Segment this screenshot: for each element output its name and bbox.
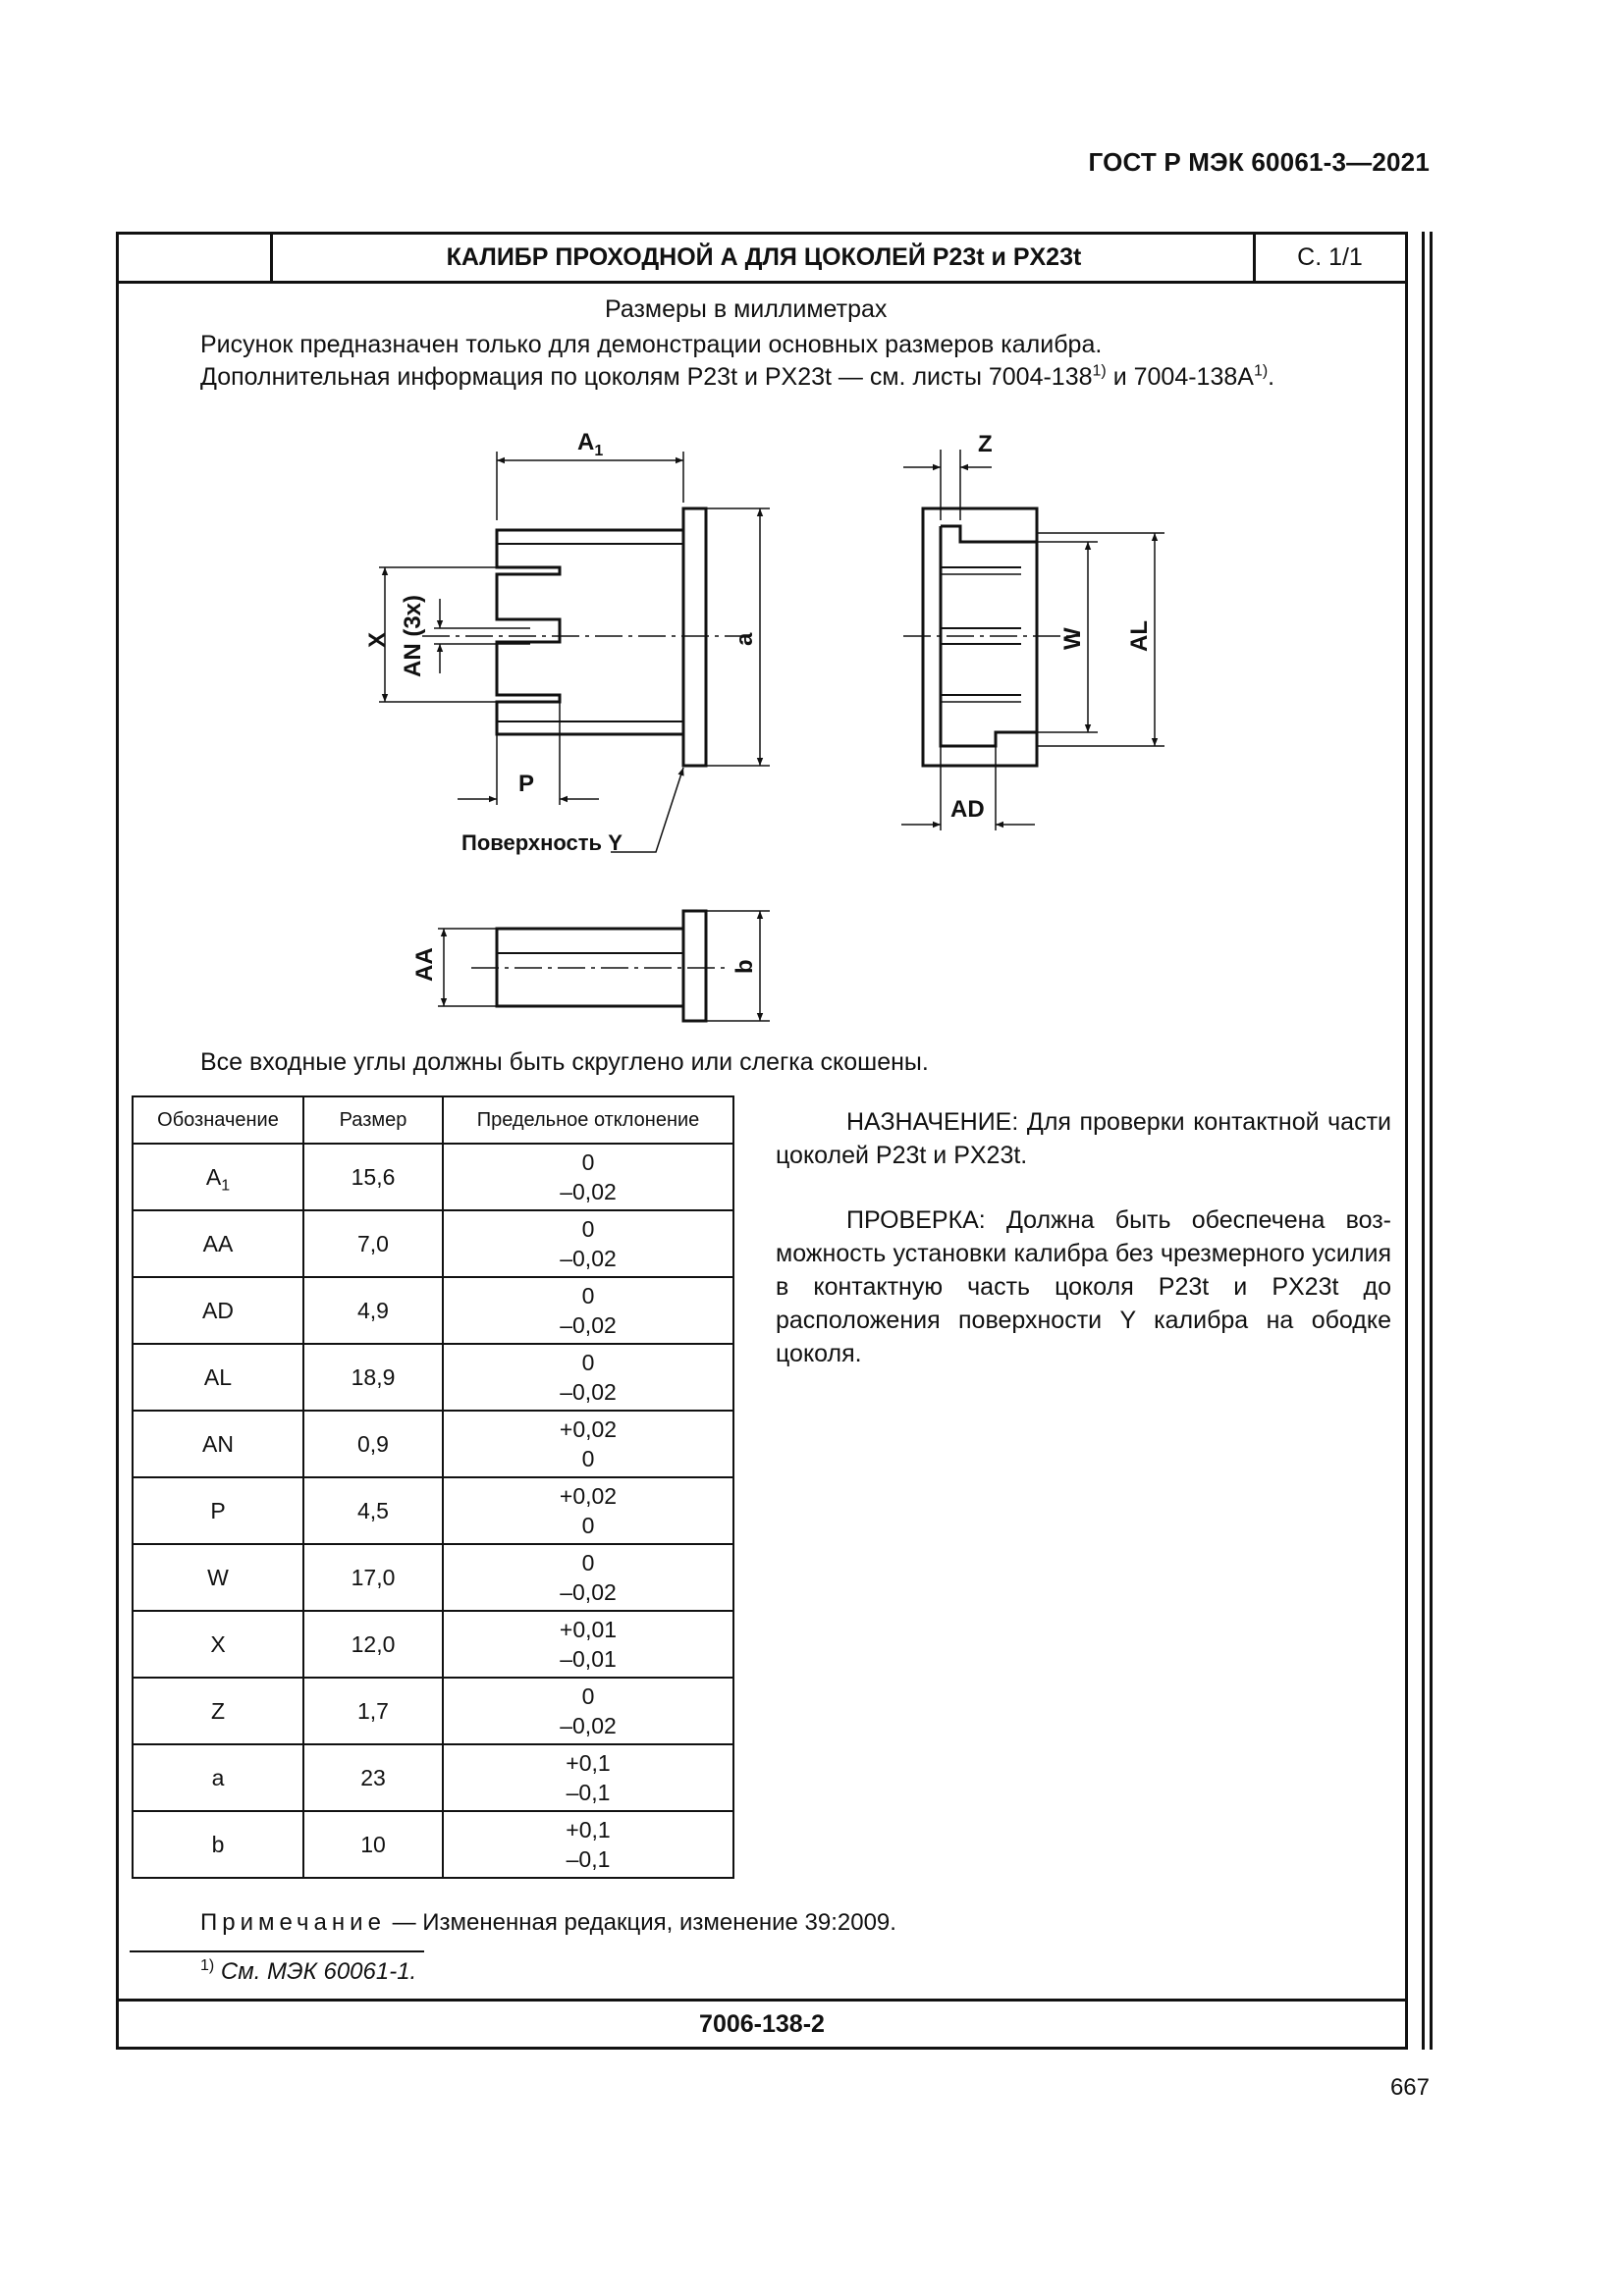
units-note: Размеры в миллиметрах	[605, 295, 888, 323]
table-row	[133, 1744, 733, 1811]
table-row	[133, 1411, 733, 1477]
footnote-rule	[130, 1950, 424, 1952]
gauge-body-outline	[497, 530, 683, 734]
table-row	[133, 1811, 733, 1878]
label-x: X	[364, 631, 391, 648]
label-al: AL	[1126, 620, 1153, 652]
sheet-number: С. 1/1	[1297, 242, 1363, 271]
cell-size: 7,0	[303, 1210, 443, 1277]
cell-designation: W	[133, 1544, 303, 1611]
cell-tolerance: 0 –0,02	[443, 1210, 733, 1277]
top-view-flange	[683, 911, 706, 1021]
standard-number: ГОСТ Р МЭК 60061-3—2021	[1088, 147, 1430, 177]
cell-size: 4,5	[303, 1477, 443, 1544]
table-row	[133, 1344, 733, 1411]
label-an: AN (3x)	[400, 594, 426, 677]
cell-designation: a	[133, 1744, 303, 1811]
dimensions-table	[132, 1095, 734, 1879]
table-row	[133, 1210, 733, 1277]
header-tolerance: Предельное отклонение	[443, 1096, 733, 1144]
change-note: Примечание — Измененная редакция, изменение 39:2009.	[200, 1909, 896, 1936]
cell-designation: b	[133, 1811, 303, 1878]
cell-designation: AA	[133, 1210, 303, 1277]
purpose-text: НАЗНАЧЕНИЕ: Для проверки контактной части цоколей P23t и PX23t.	[776, 1108, 1391, 1169]
cell-tolerance: 0 –0,02	[443, 1144, 733, 1210]
footnote: $^{1)}$ См. МЭК 60061-1.	[200, 1957, 417, 1985]
cell-tolerance: 0 –0,02	[443, 1544, 733, 1611]
label-b: b	[731, 959, 758, 974]
corner-note: Все входные углы должны быть скруглено или слегка скошены.	[200, 1048, 929, 1076]
cell-tolerance: +0,1 –0,1	[443, 1744, 733, 1811]
cell-designation: X	[133, 1611, 303, 1678]
label-ad: AD	[950, 796, 985, 823]
label-surface-y: Поверхность Y	[461, 830, 623, 855]
cell-tolerance: +0,01 –0,01	[443, 1611, 733, 1678]
check-text: ПРОВЕРКА: Должна быть обеспечена возможность установки калибра без чрезмерного усилия в контактную часть цоколя P23t и PX23t до расположения поверхности Y калибра на ободке цоколя.	[776, 1206, 1391, 1367]
table-row	[133, 1544, 733, 1611]
cell-size: 17,0	[303, 1544, 443, 1611]
cell-tolerance: +0,1 –0,1	[443, 1811, 733, 1878]
label-a1: $A_1$	[577, 429, 604, 459]
cell-tolerance: 0 –0,02	[443, 1344, 733, 1411]
cell-tolerance: +0,02 0	[443, 1477, 733, 1544]
table-row	[133, 1277, 733, 1344]
cell-designation: AL	[133, 1344, 303, 1411]
gauge-flange	[683, 508, 706, 766]
cell-size: 1,7	[303, 1678, 443, 1744]
cell-tolerance: 0 –0,02	[443, 1678, 733, 1744]
intro-line-2: Дополнительная информация по цоколям P23t и PX23t — см. листы 7004-138$^{1)}$ и $7004-138A^{1)}$.	[200, 362, 1275, 391]
gauge-title: КАЛИБР ПРОХОДНОЙ А ДЛЯ ЦОКОЛЕЙ P23t и PX23t	[446, 242, 1082, 271]
label-z: Z	[978, 431, 993, 457]
cell-tolerance: +0,02 0	[443, 1411, 733, 1477]
cell-size: 12,0	[303, 1611, 443, 1678]
table-row	[133, 1678, 733, 1744]
cell-designation: Z	[133, 1678, 303, 1744]
label-a: a	[731, 632, 758, 646]
cell-designation: AD	[133, 1277, 303, 1344]
cell-size: 18,9	[303, 1344, 443, 1411]
label-w: W	[1059, 627, 1086, 650]
cell-designation: AN	[133, 1411, 303, 1477]
table-row	[133, 1477, 733, 1544]
sheet-code: 7006-138-2	[699, 2009, 825, 2038]
cell-size: 23	[303, 1744, 443, 1811]
page-number: 667	[1389, 2074, 1430, 2101]
cell-tolerance: 0 –0,02	[443, 1277, 733, 1344]
cell-size: 10	[303, 1811, 443, 1878]
table-row	[133, 1611, 733, 1678]
label-p: P	[518, 771, 535, 797]
header-size: Размер	[303, 1096, 443, 1144]
cell-designation: P	[133, 1477, 303, 1544]
header-designation: Обозначение	[133, 1096, 303, 1144]
intro-line-1: Рисунок предназначен только для демонстрации основных размеров калибра.	[200, 331, 1103, 358]
cell-designation: $A_1$	[133, 1144, 303, 1210]
label-aa: AA	[411, 947, 438, 982]
cell-size: 0,9	[303, 1411, 443, 1477]
cell-size: 15,6	[303, 1144, 443, 1210]
cell-size: 4,9	[303, 1277, 443, 1344]
table-row	[133, 1144, 733, 1210]
gauge-drawing	[0, 0, 1624, 1060]
